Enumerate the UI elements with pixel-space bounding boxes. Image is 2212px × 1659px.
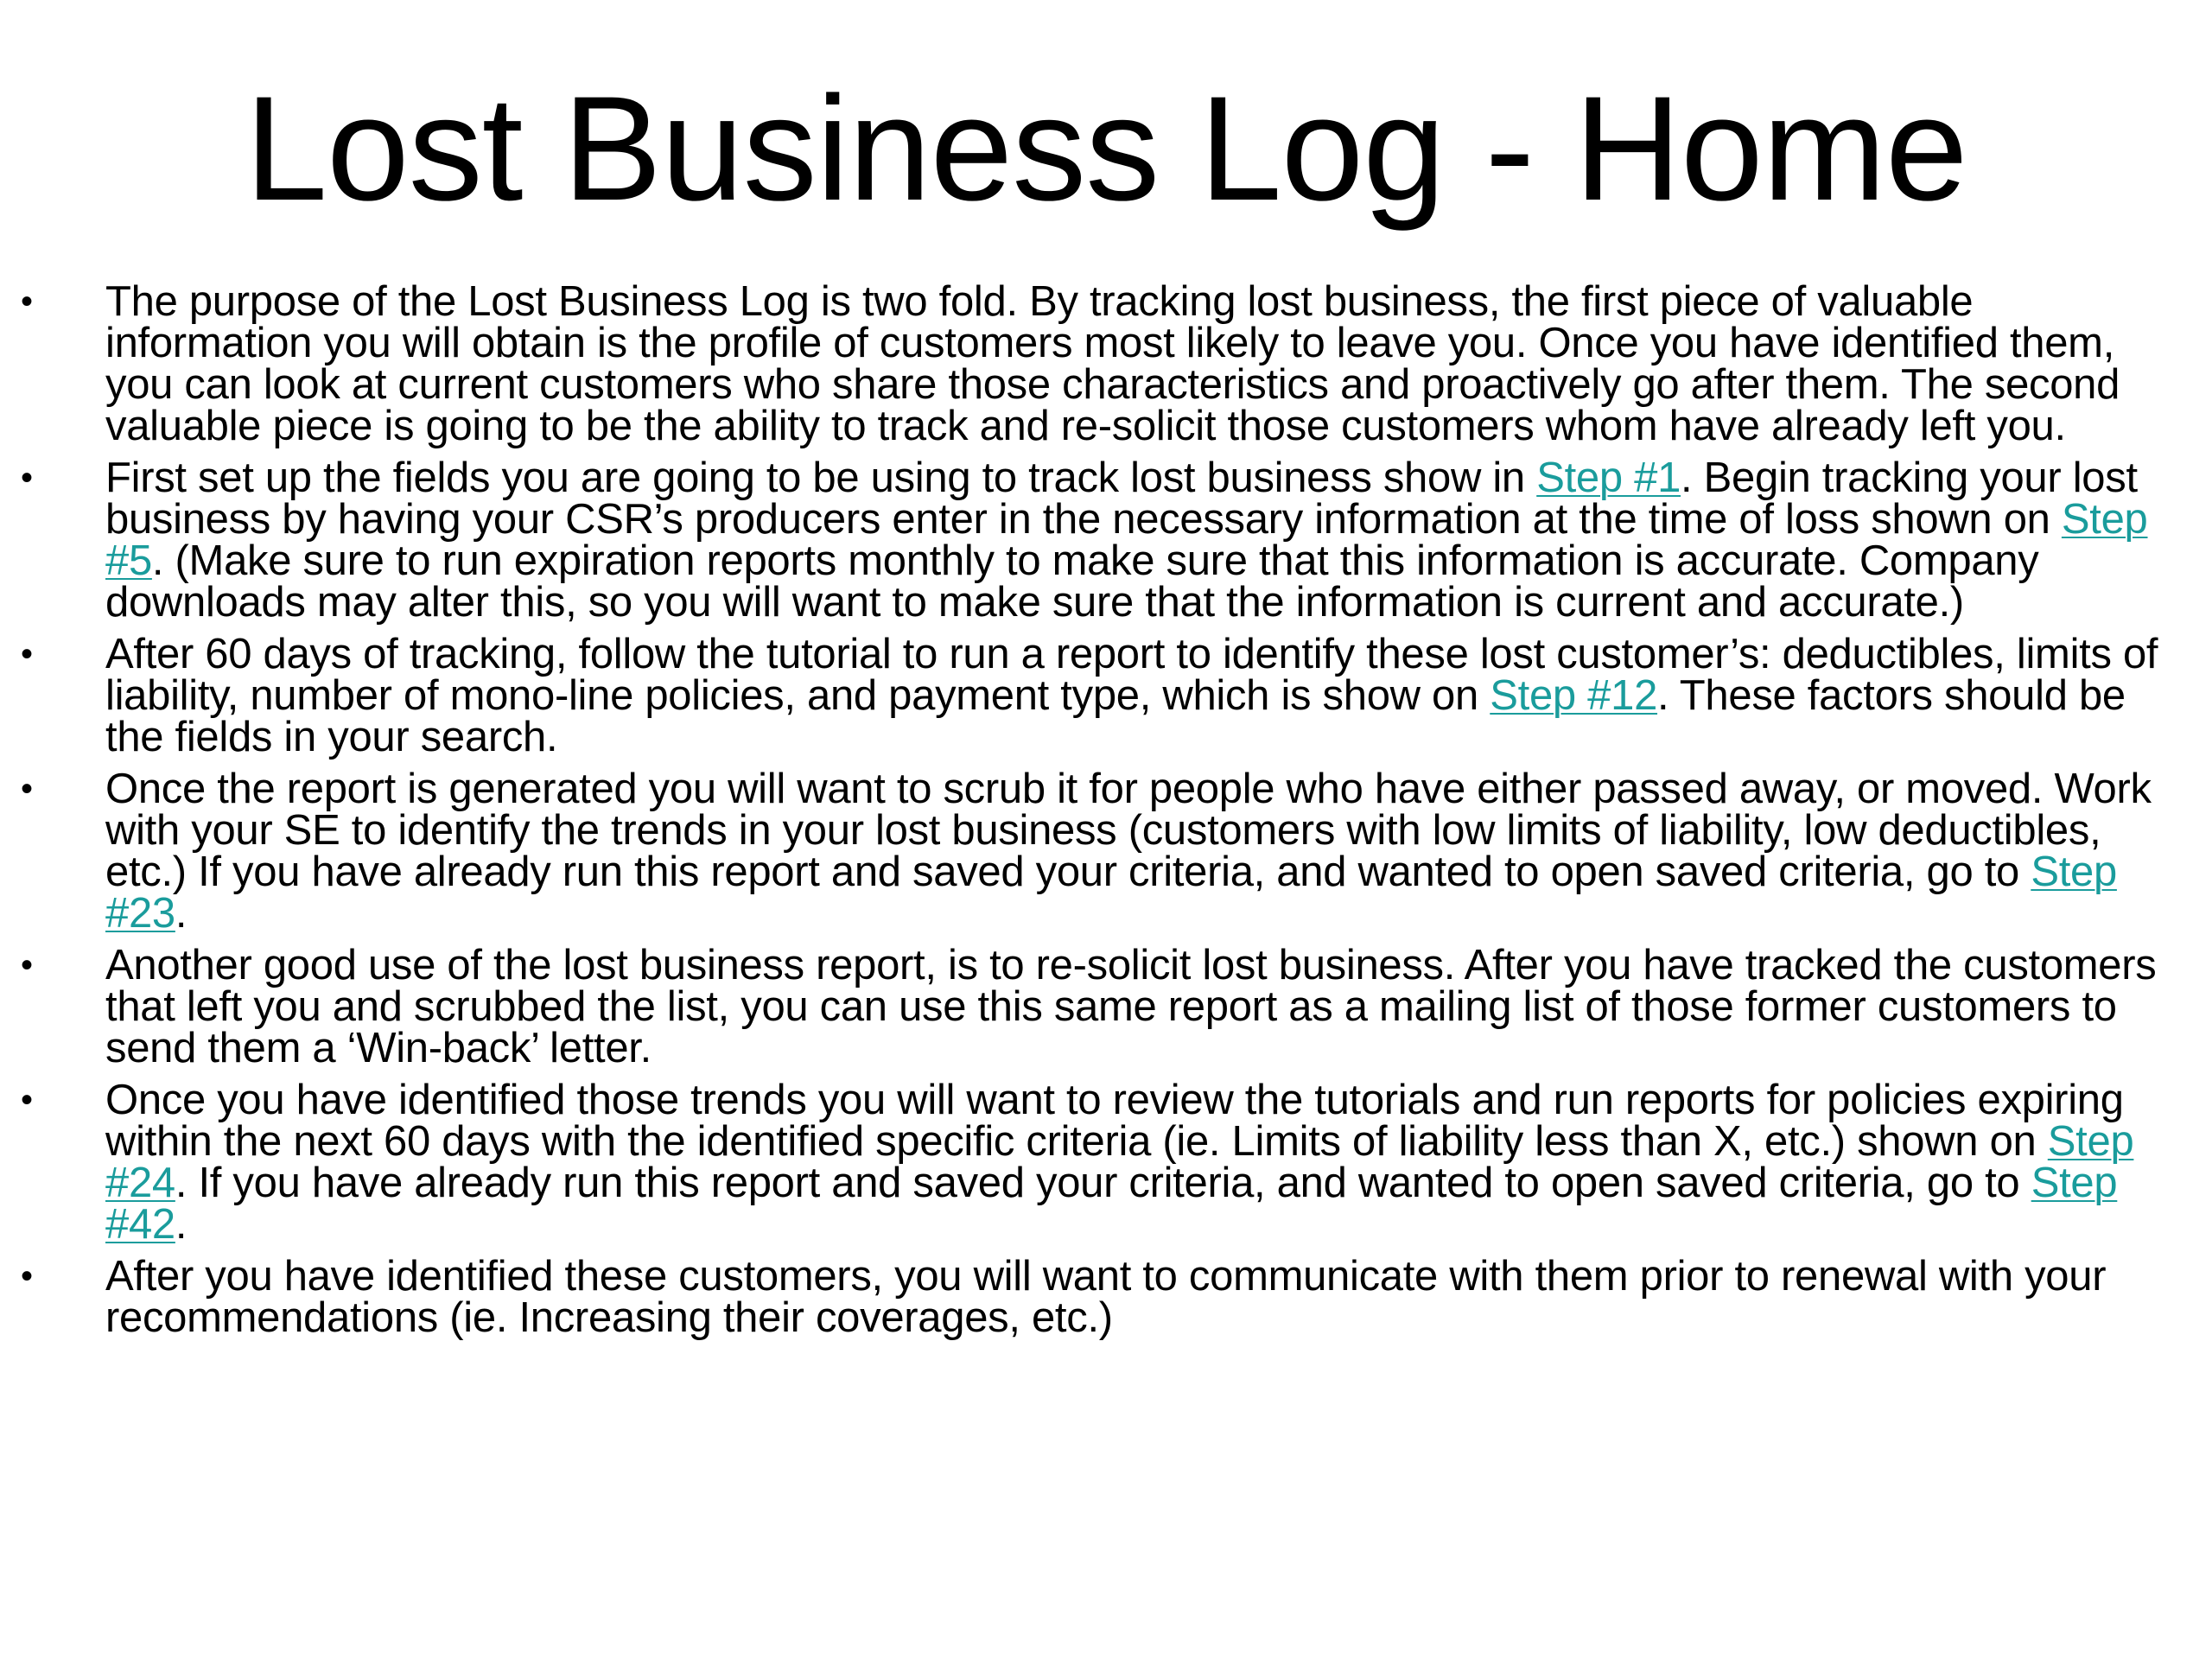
bullet-icon: • — [21, 1081, 33, 1119]
bullet-item-scrub-report — [0, 766, 2212, 937]
bullet-item-setup-fields — [0, 454, 2212, 626]
bullet-item-re-solicit — [0, 944, 2212, 1069]
bullet-text: Once you have identified those trends you will want to review the tutorials and run reports for policies expiring within the next 60 days with the identified specific criteria (ie. Limits of liability less than X, etc.) shown on — [105, 1077, 2124, 1165]
bullet-text: . These factors should be the fields in your search. — [105, 672, 2126, 760]
bullet-item-purpose — [0, 278, 2212, 449]
step-42-link[interactable]: Step #42 — [105, 1160, 2118, 1248]
bullet-item-60-days-tracking — [0, 633, 2212, 758]
bullet-text: . Begin tracking your lost business by having your CSR’s producers enter in the necessary information at the time of loss shown on — [105, 454, 2138, 543]
bullet-text: Another good use of the lost business report, is to re-solicit lost business. After you have tracked the customers that left you and scrubbed the list, you can use this same report as a mailing list of those former customers to send them a ‘Win-back’ letter. — [105, 942, 2157, 1071]
step-1-link[interactable]: Step #1 — [1536, 454, 1681, 501]
bullet-text: The purpose of the Lost Business Log is two fold. By tracking lost business, the first piece of valuable information you will obtain is the profile of customers most likely to leave you. Once you have identified them, you can look at current customers who share those characteristics and proactively go after them. The second valuable piece is going to be the ability to track and re-solicit those customers whom have already left you. — [105, 278, 2120, 449]
bullet-icon: • — [21, 770, 33, 808]
step-5-link[interactable]: Step #5 — [105, 496, 2148, 584]
step-24-link[interactable]: Step #24 — [105, 1118, 2134, 1206]
bullet-icon: • — [21, 1257, 33, 1295]
bullet-icon: • — [21, 635, 33, 673]
bullet-icon: • — [21, 946, 33, 984]
bullet-text: First set up the fields you are going to be using to track lost business show in — [105, 454, 1537, 501]
bullet-text: After 60 days of tracking, follow the tutorial to run a report to identify these lost customer’s: deductibles, limits of liability, number of mono-line policies, and payment type, which is show on — [105, 631, 2158, 719]
bullet-icon: • — [21, 283, 33, 321]
bullet-item-review-tutorials — [0, 1077, 2212, 1248]
bullet-text: . — [175, 1201, 188, 1248]
bullet-text: . — [175, 890, 188, 937]
bullet-text: . If you have already run this report and saved your criteria, and wanted to open saved criteria, go to — [175, 1160, 2031, 1206]
bullet-icon: • — [21, 459, 33, 497]
slide-title: Lost Business Log - Home — [245, 66, 1967, 232]
bullet-text: . (Make sure to run expiration reports monthly to make sure that this information is accurate. Company downloads may alter this, so you will want to make sure that the information is current and accurate.) — [105, 537, 2039, 626]
bullet-item-communicate — [0, 1253, 2212, 1341]
step-12-link[interactable]: Step #12 — [1490, 672, 1658, 719]
step-23-link[interactable]: Step #23 — [105, 849, 2117, 937]
bullet-list — [0, 278, 2212, 1349]
bullet-text: Once the report is generated you will want to scrub it for people who have either passed away, or moved. Work with your SE to identify the trends in your lost business (customers with low limits of liability, low deductibles, etc.) If you have already run this report and saved your criteria, and wanted to open saved criteria, go to — [105, 766, 2152, 895]
bullet-text: After you have identified these customers, you will want to communicate with them prior to renewal with your recommendations (ie. Increasing their coverages, etc.) — [105, 1253, 2107, 1341]
